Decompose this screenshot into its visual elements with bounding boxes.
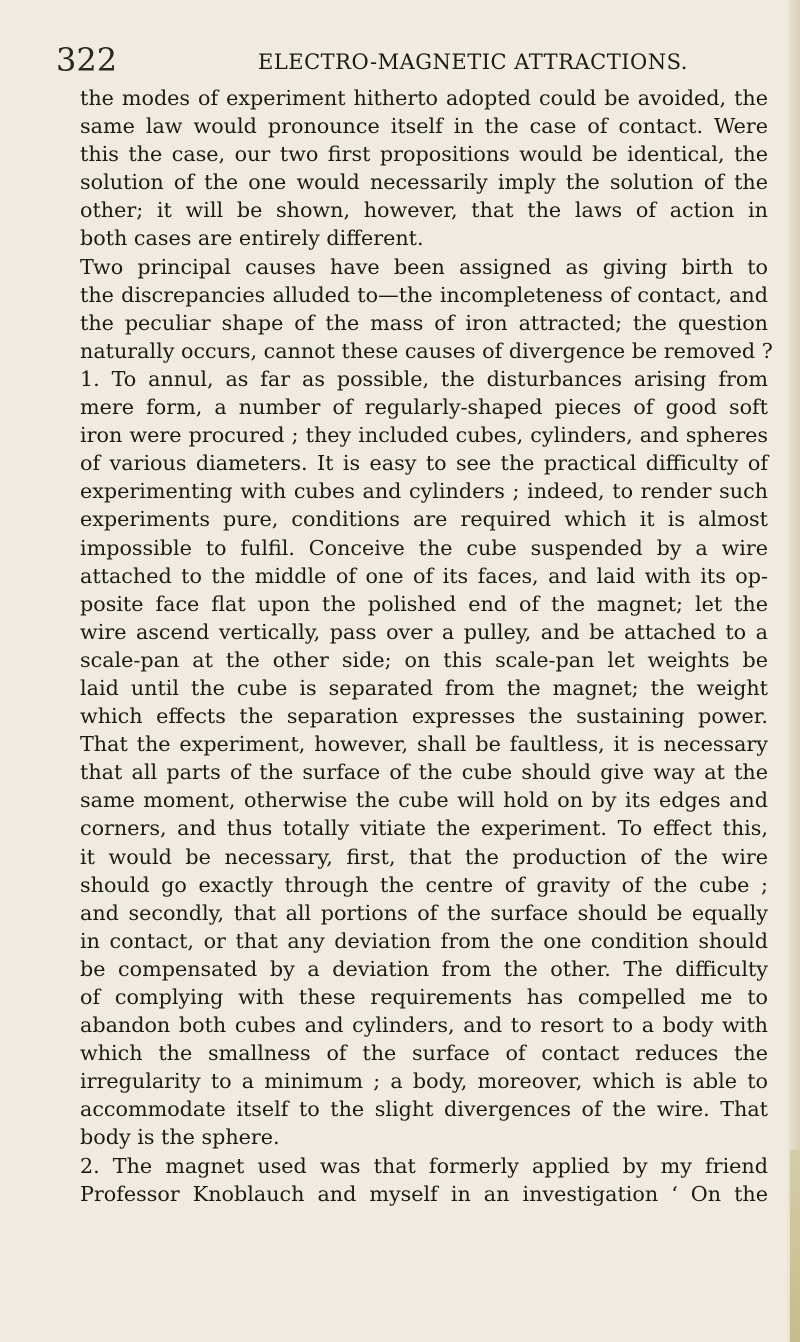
text-line: it would be necessary, first, that the production of the wire: [80, 844, 768, 869]
running-head: ELECTRO-MAGNETIC ATTRACTIONS.: [258, 50, 688, 74]
page-number: 322: [56, 41, 118, 79]
text-line: wire ascend vertically, pass over a pulley, and be attached to a: [80, 619, 768, 644]
text-line: be compensated by a deviation from the other. The difficulty: [80, 956, 768, 981]
text-line: posite face flat upon the polished end of the magnet; let the: [80, 591, 768, 616]
text-line: that all parts of the surface of the cube should give way at the: [80, 760, 768, 785]
text-line: Professor Knoblauch and myself in an investigation ‘ On the: [80, 1181, 768, 1206]
text-line: which effects the separation expresses the sustaining power.: [80, 704, 768, 729]
page-edge-stain: [790, 1150, 800, 1342]
text-line: which the smallness of the surface of contact reduces the: [80, 1041, 768, 1066]
page-header: [0, 38, 800, 82]
text-line: corners, and thus totally vitiate the experiment. To effect this,: [80, 816, 768, 841]
body-text: [80, 84, 773, 1208]
text-line: other; it will be shown, however, that the laws of action in: [80, 198, 768, 223]
text-line: iron were procured ; they included cubes, cylinders, and spheres: [80, 423, 768, 448]
text-line: irregularity to a minimum ; a body, moreover, which is able to: [80, 1069, 768, 1094]
text-line: impossible to fulfil. Conceive the cube suspended by a wire: [80, 535, 768, 560]
text-line: Two principal causes have been assigned as giving birth to: [80, 254, 768, 279]
text-line: same moment, otherwise the cube will hold on by its edges and: [80, 788, 768, 813]
page-edge-shadow: [786, 0, 800, 1342]
text-line: experiments pure, conditions are required which it is almost: [80, 507, 768, 532]
text-line: naturally occurs, cannot these causes of divergence be removed ?: [80, 338, 773, 363]
text-line: the discrepancies alluded to—the incompleteness of contact, and: [80, 282, 768, 307]
text-line: should go exactly through the centre of gravity of the cube ;: [80, 872, 768, 897]
text-line: the modes of experiment hitherto adopted could be avoided, the: [80, 86, 768, 110]
text-line: mere form, a number of regularly-shaped pieces of good soft: [80, 395, 768, 420]
text-line: same law would pronounce itself in the case of contact. Were: [80, 114, 768, 139]
text-line: this the case, our two first propositions would be identical, the: [80, 142, 768, 167]
text-line: experimenting with cubes and cylinders ; indeed, to render such: [80, 479, 768, 504]
text-line: and secondly, that all portions of the surface should be equally: [80, 900, 768, 925]
text-line: in contact, or that any deviation from the one condition should: [80, 928, 768, 953]
text-line: laid until the cube is separated from the magnet; the weight: [80, 675, 768, 700]
text-line: 1. To annul, as far as possible, the disturbances arising from: [80, 366, 768, 391]
text-line: solution of the one would necessarily imply the solution of the: [80, 170, 768, 195]
text-line: scale-pan at the other side; on this scale-pan let weights be: [80, 647, 768, 672]
text-line: accommodate itself to the slight divergences of the wire. That: [80, 1097, 768, 1122]
text-line: of complying with these requirements has compelled me to: [80, 985, 768, 1009]
text-line: attached to the middle of one of its faces, and laid with its op-: [80, 563, 768, 588]
text-line: That the experiment, however, shall be faultless, it is necessary: [80, 732, 768, 757]
text-line: abandon both cubes and cylinders, and to resort to a body with: [80, 1013, 768, 1038]
text-line: both cases are entirely different.: [80, 226, 424, 251]
text-line: 2. The magnet used was that formerly applied by my friend: [80, 1153, 768, 1178]
text-line: of various diameters. It is easy to see the practical difficulty of: [80, 451, 768, 476]
text-line: the peculiar shape of the mass of iron attracted; the question: [80, 310, 768, 335]
text-line: body is the sphere.: [80, 1125, 280, 1150]
